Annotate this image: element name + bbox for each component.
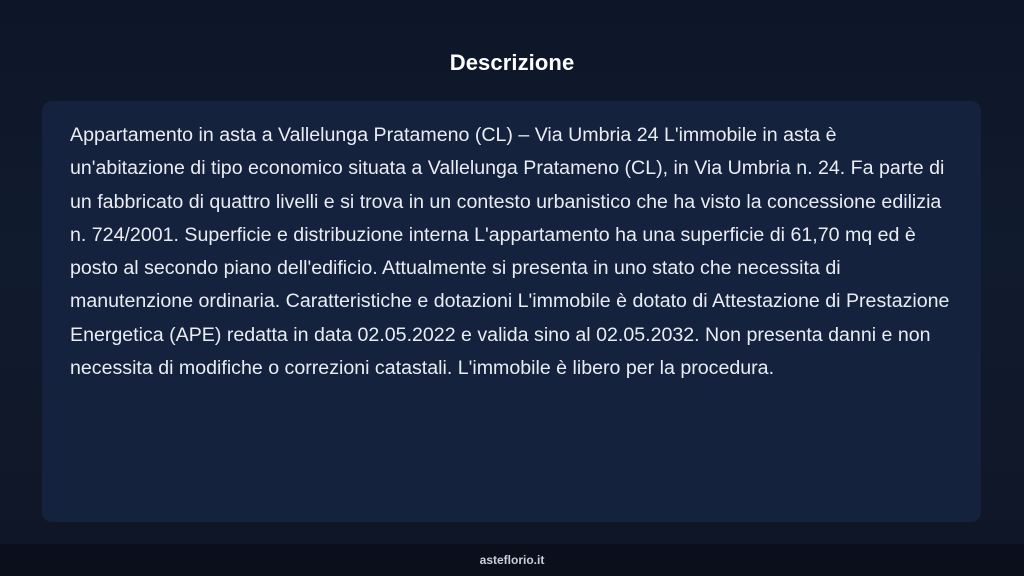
footer-bar [0,544,1024,576]
description-text: Appartamento in asta a Vallelunga Pratameno (CL) – Via Umbria 24 L'immobile in asta è un'abitazione di tipo economico situata a Vallelunga Pratameno (CL), in Via Umbria n. 24. Fa parte di un fabbricato di quattro livelli e si trova in un contesto urbanistico che ha visto la concessione edilizia n. 724/2001. Superficie e distribuzione interna L'appartamento ha una superficie di 61,70 mq ed è posto al secondo piano dell'edificio. Attualmente si presenta in uno stato che necessita di manutenzione ordinaria. Caratteristiche e dotazioni L'immobile è dotato di Attestazione di Prestazione Energetica (APE) redatta in data 02.05.2022 e valida sino al 02.05.2032. Non presenta danni e non necessita di modifiche o correzioni catastali. L'immobile è libero per la procedura. [70,124,950,380]
footer-brand: asteflorio.it [479,553,545,567]
page-title: Descrizione [449,50,575,75]
description-card [42,101,981,522]
